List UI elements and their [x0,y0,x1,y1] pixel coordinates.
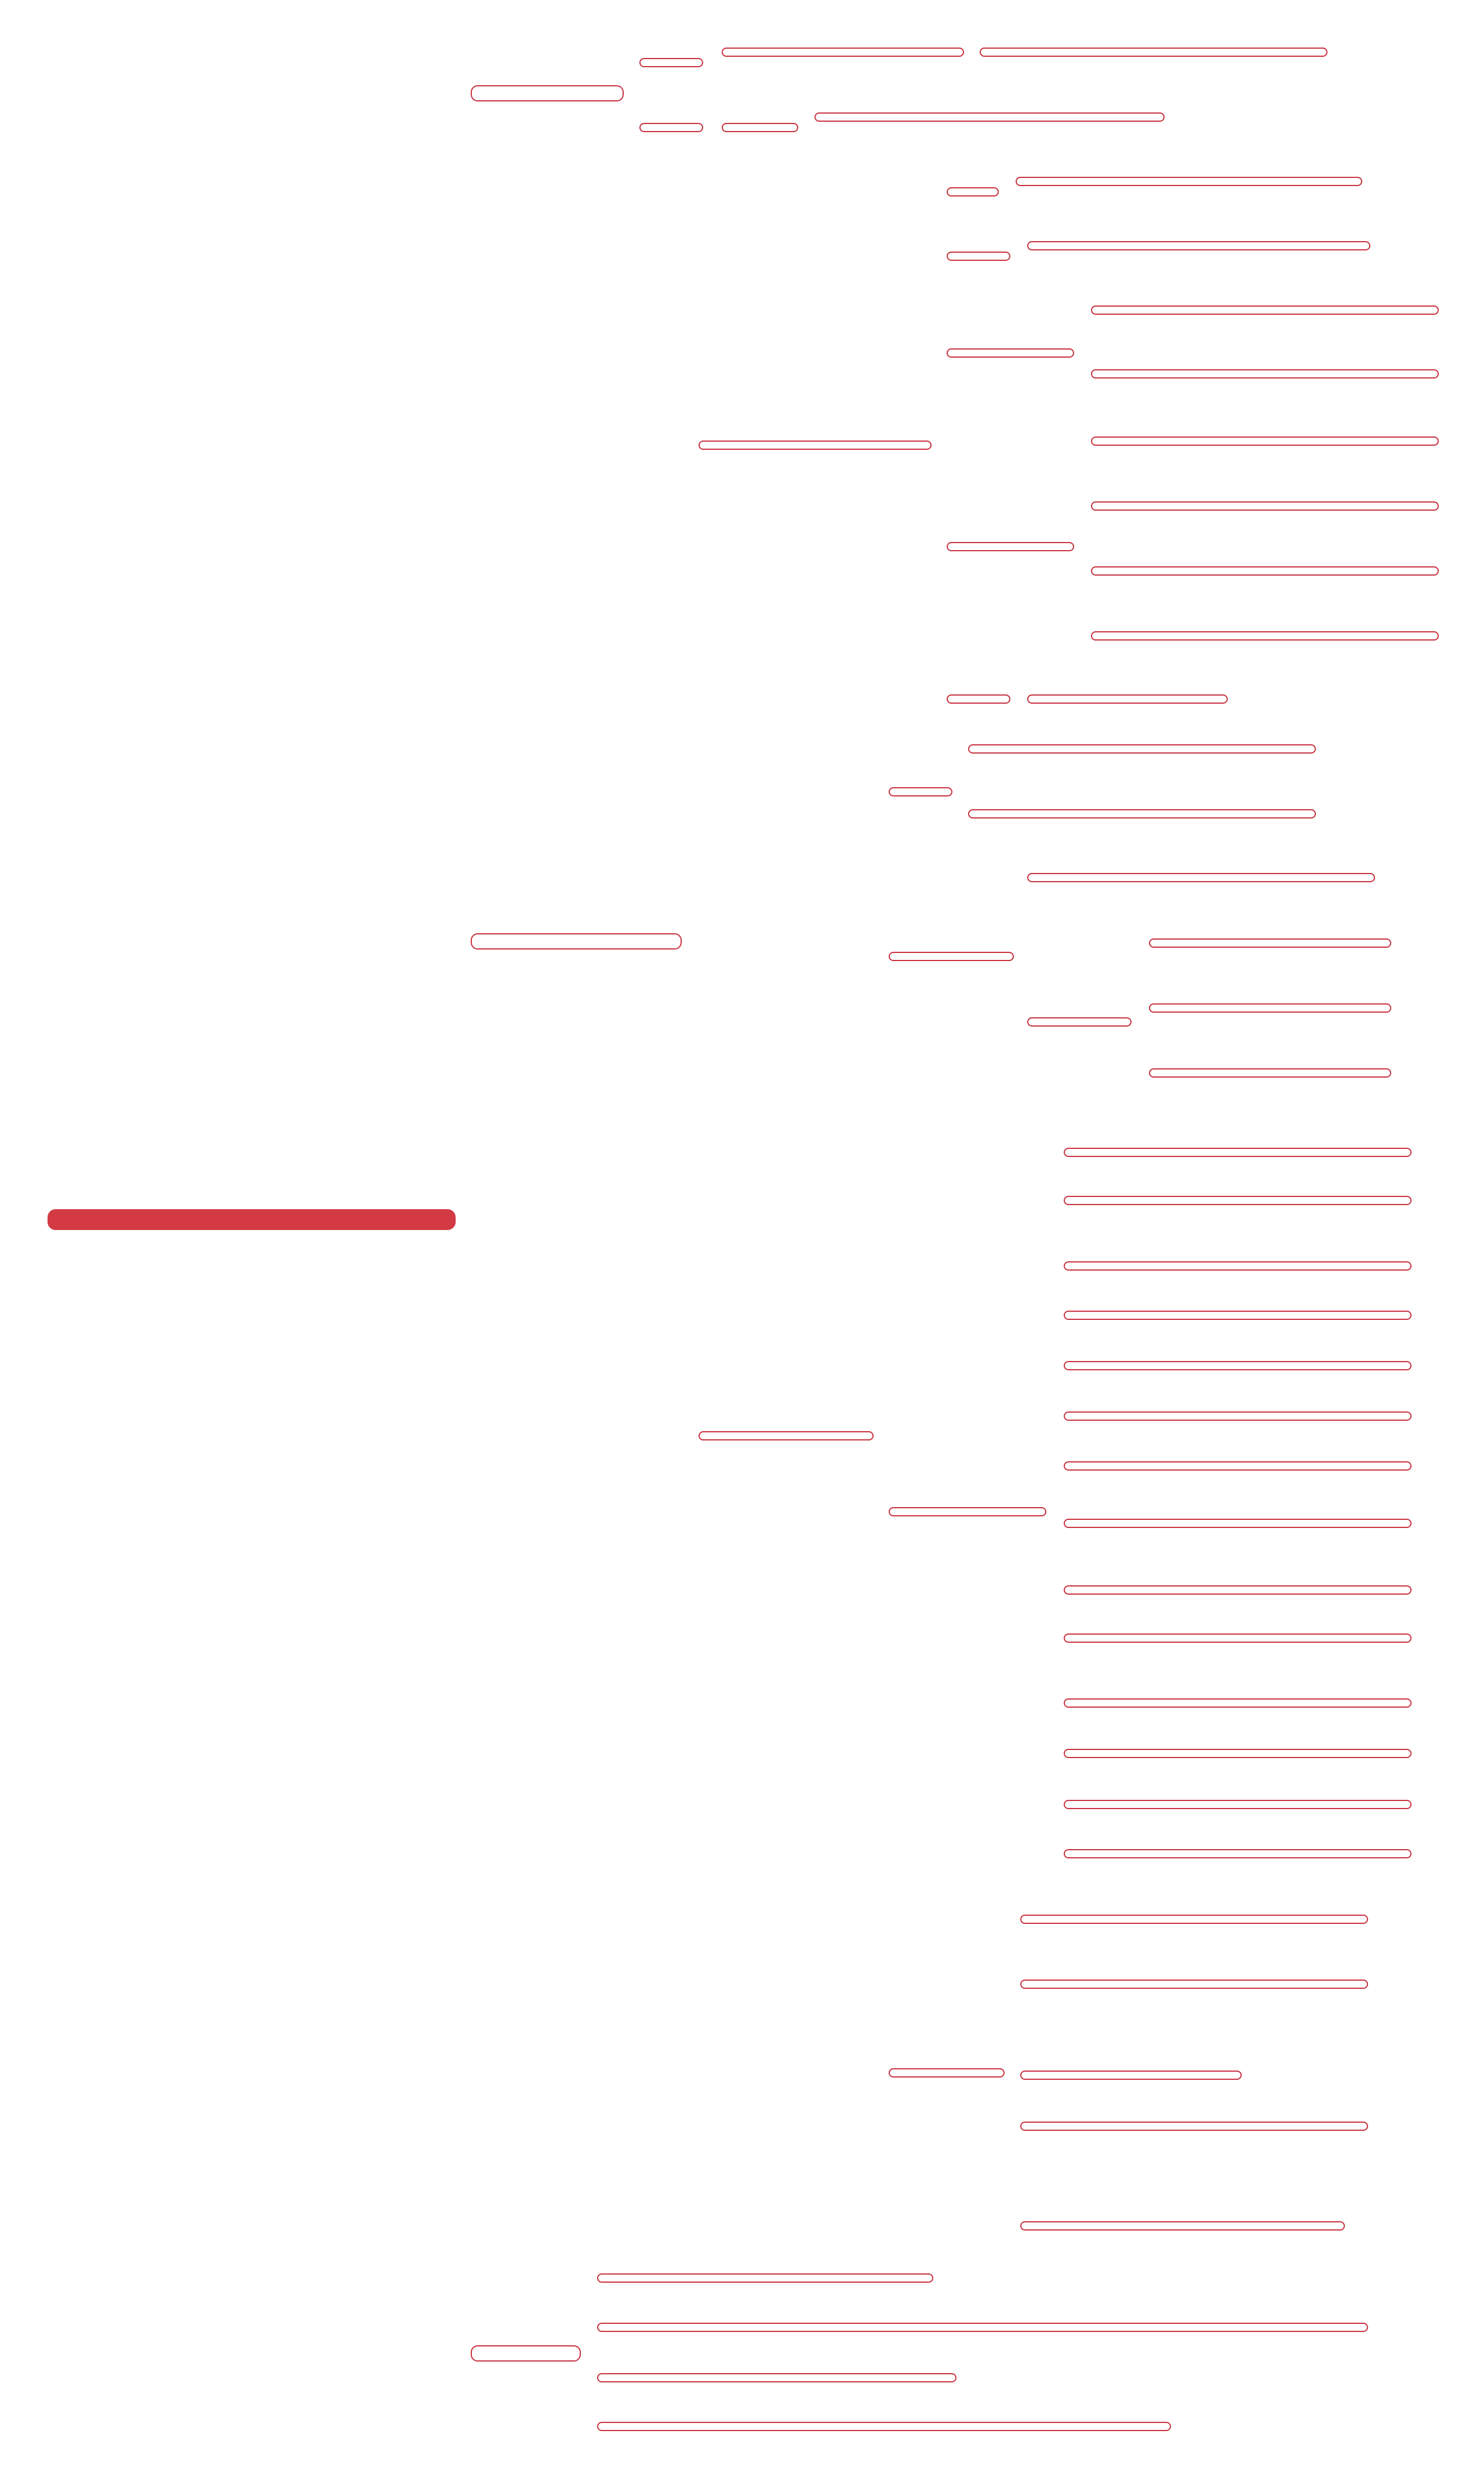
coverage-scope-item[interactable] [1091,305,1439,315]
claim-item[interactable] [597,2273,933,2283]
related-rules-node[interactable] [889,787,952,796]
accident-period-item[interactable] [1020,2221,1345,2231]
exclusion-item[interactable] [1064,1585,1412,1595]
coverage-scope-node-2[interactable] [947,542,1074,551]
coverage-scope-item[interactable] [1091,369,1439,379]
exclusion-item[interactable] [1064,1800,1412,1809]
accident-period-item[interactable] [1020,2122,1368,2131]
policyholder-text[interactable] [1016,177,1362,186]
exclusion-item[interactable] [1064,1148,1412,1157]
section-main-insurance-types[interactable] [471,933,682,949]
claim-item[interactable] [597,2422,1171,2431]
insured-node[interactable] [947,252,1010,261]
accident-period-item[interactable] [1020,2071,1242,2080]
exclusion-item[interactable] [1064,1519,1412,1528]
section-insurance-claims[interactable] [471,2345,581,2362]
personal-insurance-node[interactable] [639,123,703,132]
claim-item[interactable] [597,2373,956,2382]
related-rule-item[interactable] [968,744,1316,754]
section-contract-types[interactable] [471,85,624,101]
coverage-scope-item[interactable] [1091,501,1439,511]
exclusion-item[interactable] [1064,1698,1412,1708]
exclusion-item[interactable] [1064,1633,1412,1643]
exclusion-item[interactable] [1064,1196,1412,1205]
accident-insurance-node[interactable] [722,123,798,132]
claim-item[interactable] [597,2323,1368,2332]
property-insurance-desc[interactable] [722,48,964,57]
coverage-scope-item[interactable] [1091,566,1439,576]
insurance-period-text[interactable] [1027,694,1228,704]
coverage-scope-item[interactable] [1091,436,1439,446]
property-insurance-node[interactable] [639,58,703,67]
related-rule-item[interactable] [968,809,1316,818]
benefit-payment-item[interactable] [1149,1068,1391,1078]
insurance-period-node[interactable] [947,694,1010,704]
exclusion-item[interactable] [1064,1311,1412,1320]
policyholder-node[interactable] [947,187,999,197]
exclusion-item[interactable] [1064,1749,1412,1758]
accident-exclusion-node[interactable] [889,1507,1046,1516]
exclusion-item[interactable] [1064,1261,1412,1271]
exclusion-item[interactable] [1064,1461,1412,1471]
accident-scope-item[interactable] [1027,873,1375,882]
personal-insurance-note[interactable] [814,112,1165,122]
accident-scope-node[interactable] [889,952,1014,961]
benefit-payment-item[interactable] [1149,1003,1391,1013]
construction-all-risks-node[interactable] [699,441,932,450]
insured-text[interactable] [1027,241,1370,250]
coverage-scope-node[interactable] [947,348,1074,358]
accident-period-item[interactable] [1020,1980,1368,1989]
employee-accident-insurance-node[interactable] [699,1431,874,1440]
accident-period-item[interactable] [1020,1915,1368,1924]
exclusion-item[interactable] [1064,1361,1412,1370]
exclusion-item[interactable] [1064,1849,1412,1858]
property-insurance-note[interactable] [980,48,1327,57]
benefit-payment-item[interactable] [1149,938,1391,948]
exclusion-item[interactable] [1064,1411,1412,1421]
root-topic[interactable] [48,1209,456,1230]
accident-period-node[interactable] [889,2068,1005,2077]
coverage-scope-item[interactable] [1091,631,1439,641]
benefit-payment-node[interactable] [1027,1017,1132,1027]
